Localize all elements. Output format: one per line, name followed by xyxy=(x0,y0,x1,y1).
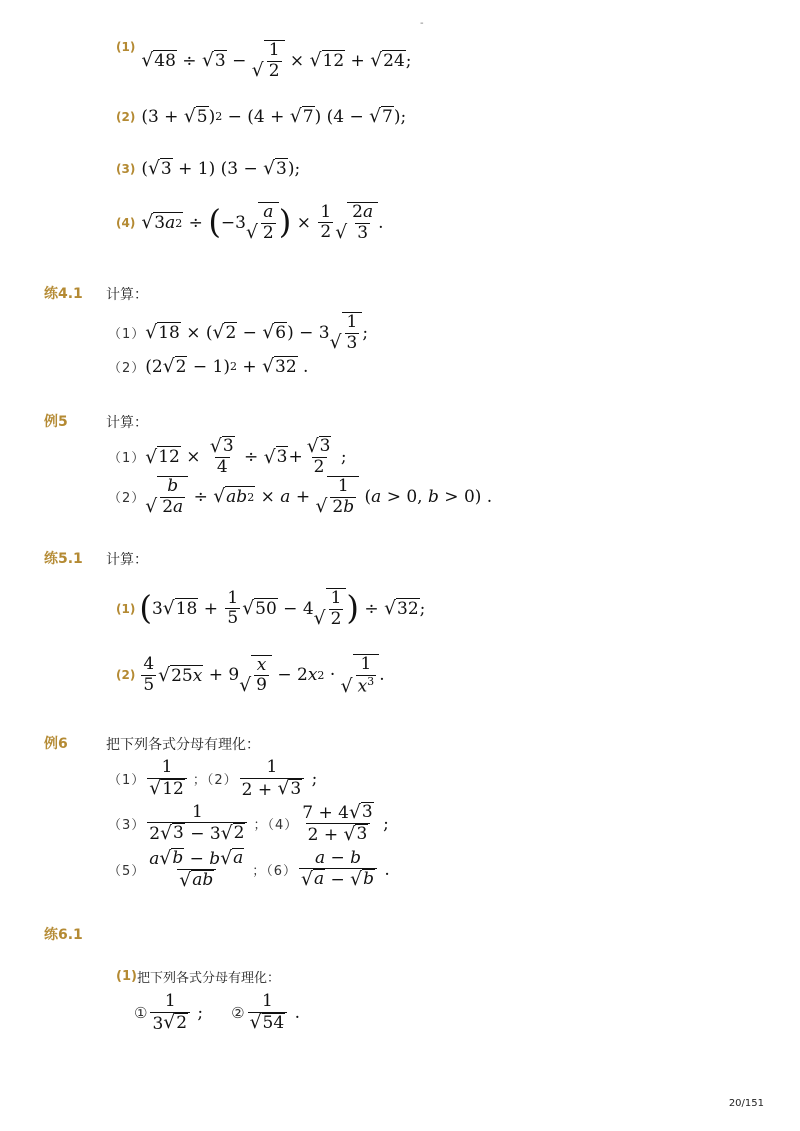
instruction: 计算： xyxy=(106,415,148,431)
problem-1-3 xyxy=(116,158,300,179)
item-number: (1) xyxy=(116,40,136,54)
exercise-6-1-item-1 xyxy=(116,967,280,986)
page-number: 20/151 xyxy=(728,1098,764,1109)
problem-1-2 xyxy=(116,106,406,127)
math-expression: 7 + 4 √ 3 2 + √ 3 ; xyxy=(302,801,389,846)
math-expression: ( 3 √ 18 + $\frac{1}{5}$ √ 50 − 4 √ $\frac{1}{2}$ ) ÷ √ 32 ; xyxy=(139,587,426,630)
item-number: ；（6） xyxy=(252,864,298,880)
circled-number-2: ② xyxy=(231,1003,246,1022)
problem-1-1 xyxy=(116,40,412,81)
item-number: ；（4） xyxy=(253,818,299,834)
problem-1-4 xyxy=(116,202,384,243)
item-number: (1) xyxy=(116,602,136,616)
math-expression: ( √ 3 + 1) (3 − √ 3 ); xyxy=(141,158,301,180)
item-number: （2） xyxy=(108,361,146,376)
item-number: (1) xyxy=(116,969,137,984)
example-5-item-2 xyxy=(108,476,492,517)
math-expression: (3 + √ 5 ) 2 − (4 + √ 7 ) (4 − √ 7 ); xyxy=(141,106,407,128)
example-6-row-1 xyxy=(108,758,317,800)
math-expression: √ 3 a 2 ÷ ( −3 √ $\frac{a}{2}$ ) × $\frac{1}{2}$ √ $\frac{2a}{3}$ . xyxy=(141,201,384,244)
math-expression: √ 48 ÷ √ 3 − √ $\frac{1}{2}$ × √ 12 + √ 24 ; xyxy=(141,40,412,82)
exercise-4-1-item-1 xyxy=(108,312,368,353)
math-expression: (2 √ 2 − 1) 2 + √ 32 . xyxy=(145,356,309,378)
instruction: 计算： xyxy=(106,552,148,568)
instruction: 把下列各式分母有理化： xyxy=(136,971,280,986)
item-number: （5） xyxy=(108,864,146,880)
math-expression: √ 18 × ( √ 2 − √ 6 ) − 3 √ $\frac{1}{3}$ ; xyxy=(145,312,369,354)
example-5-item-1 xyxy=(108,436,347,478)
item-number: (3) xyxy=(116,161,136,176)
example-tag-6: 例6 xyxy=(44,736,68,752)
math-expression: √ 12 × √ 3 4 ÷ √ 3 + √ 3 2 ; xyxy=(145,435,347,478)
item-number: (2) xyxy=(116,668,136,683)
item-number: （2） xyxy=(108,491,146,507)
instruction: 把下列各式分母有理化： xyxy=(106,737,260,753)
exercise-4-1-item-2 xyxy=(108,356,308,377)
math-expression: a √ b − b √ a √ ab xyxy=(149,847,244,892)
math-expression: 1 2 + √ 3 ; xyxy=(241,757,318,800)
top-mark: - xyxy=(420,18,424,29)
math-expression: 1 √ 54 . xyxy=(249,991,300,1034)
instruction: 计算： xyxy=(106,287,148,303)
item-number: (2) xyxy=(116,109,136,124)
item-number: （1） xyxy=(108,327,146,343)
math-expression: 1 √ 12 xyxy=(145,758,189,800)
exercise-6-1-subitems xyxy=(134,992,300,1034)
circled-number-1: ① xyxy=(134,1003,149,1022)
item-number: (4) xyxy=(116,216,136,230)
math-expression: 1 3 √ 2 ; xyxy=(152,991,204,1034)
exercise-tag-6-1: 练6.1 xyxy=(44,927,83,943)
item-number: （1） xyxy=(108,451,146,467)
item-number: （1） xyxy=(108,773,146,789)
exercise-tag-4-1: 练4.1 xyxy=(44,286,83,302)
item-number: （3） xyxy=(108,818,146,834)
math-expression: √ $\frac{b}{2a}$ ÷ √ ab 2 × a + √ $\frac{1}{2b}$ ( a > 0, b > 0) . xyxy=(145,476,493,518)
example-6-row-2 xyxy=(108,802,389,846)
math-expression: 1 2 √ 3 − 3 √ 2 xyxy=(145,803,249,845)
math-expression: $\frac{4}{5}$ √ 25 x + 9 √ $\frac{x}{9}$ − 2 x 2 · √ $\frac{1}{x^3}$ . xyxy=(143,654,385,698)
item-number: ；（2） xyxy=(192,773,238,789)
exercise-tag-5-1: 练5.1 xyxy=(44,551,83,567)
example-6-row-3 xyxy=(108,848,390,892)
exercise-5-1-item-2 xyxy=(116,654,385,697)
exercise-5-1-item-1 xyxy=(116,588,425,629)
math-expression: a − b √ a − √ b . xyxy=(301,847,390,891)
example-tag-5: 例5 xyxy=(44,414,68,430)
